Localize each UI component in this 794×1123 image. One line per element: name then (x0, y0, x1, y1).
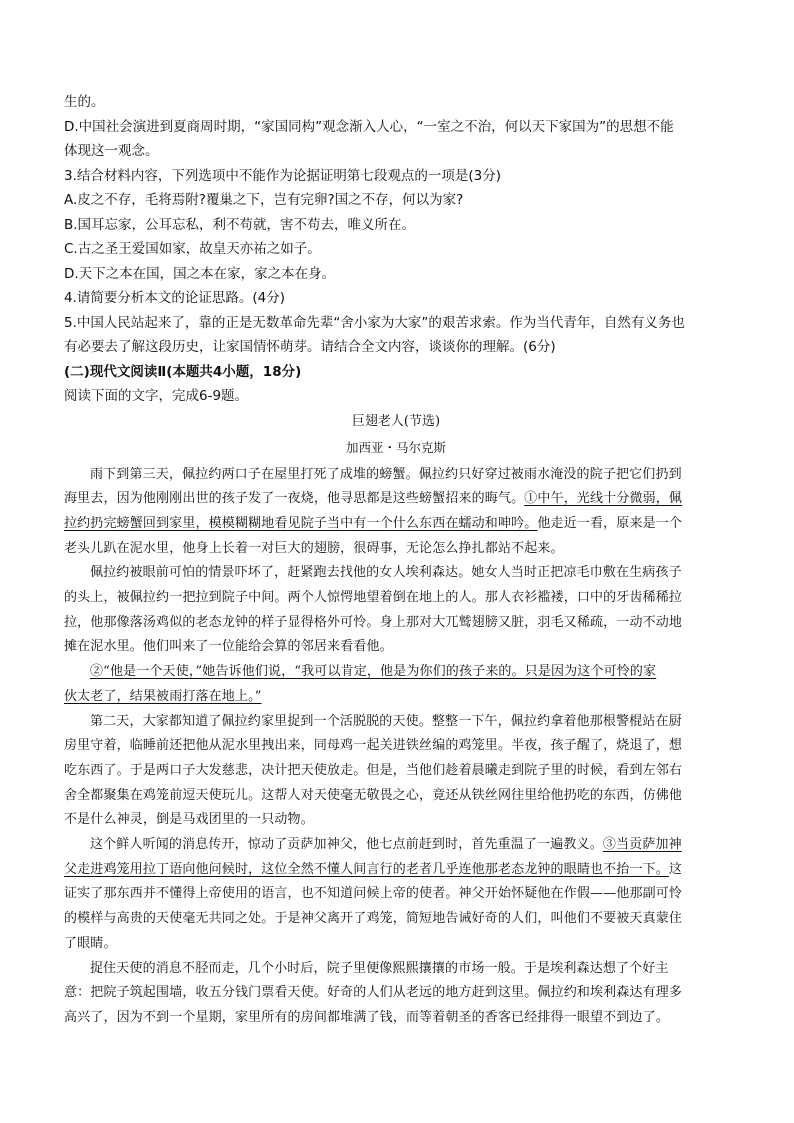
story-line (64, 512, 728, 537)
story-paragraph-1 (64, 463, 728, 562)
story-line: 房里守着，临睡前还把他从泥水里拽出来，同母鸡一起关进铁丝编的鸡笼里。半夜，孩子醒了，烧退了，想 (64, 738, 683, 754)
option-a: A.皮之不存，毛将焉附?覆巢之下，岂有完卵?国之不存，何以为家? (64, 192, 464, 208)
story-paragraph-2 (64, 561, 728, 660)
story-line: 了眼睛。 (64, 935, 117, 951)
underlined-sentence-1-cont: 拉约扔完螃蟹回到家里，模模糊糊地看见院子当中有一个什么东西在蠕动和呻吟。 (64, 515, 538, 531)
story-paragraph-3 (64, 660, 728, 709)
story-line: 老头儿趴在泥水里，他身上长着一对巨大的翅膀，很碍事，无论怎么挣扎都站不起来。 (64, 540, 564, 556)
text-line: 生的。 (64, 94, 105, 110)
story-line: 不是什么神灵，倒是马戏团里的一只动物。 (64, 812, 314, 828)
story-title: 巨翅老人(节选) (351, 413, 441, 429)
text-line: 体现这一观念。 (64, 143, 159, 159)
story-line: 的模样与高贵的天使毫无共同之处。于是神父离开了鸡笼，简短地告诫好奇的人们，叫他们不要被天真蒙住 (64, 911, 683, 927)
story-line: 意：把院子筑起围墙，收五分钱门票看天使。好奇的人们从老远的地方赶到这里。佩拉约和埃利森达有理多 (64, 985, 683, 1001)
story-line (64, 487, 728, 512)
option-d-line: D.中国社会演进到夏商周时期，“家国同构”观念渐入人心，“一室之不治，何以天下家国为”的思想不能 (64, 118, 674, 135)
option-d: D.天下之本在国，国之本在家，家之本在身。 (64, 265, 336, 282)
question-3: 3.结合材料内容，下列选项中不能作为论据证明第七段观点的一项是(3分) (64, 167, 502, 184)
story-line (64, 858, 728, 883)
story-line: 捉住天使的消息不胫而走，几个小时后，院子里便像熙熙攘攘的市场一般。于是埃利森达想了个好主 (90, 960, 669, 976)
story-paragraph-5 (64, 833, 728, 957)
underlined-sentence-3: ③当贡萨加神 (602, 837, 682, 853)
section1-questions (64, 90, 728, 360)
text-span: 他走近一看，原来是一个 (537, 515, 683, 531)
story-line: 吃东西了。于是两口子大发慈悲，决计把天使放走。但是，当他们趁着晨曦走到院子里的时候，看到左邻右 (64, 762, 683, 778)
underlined-sentence-2: ②“他是一个天使，”她告诉他们说，“我可以肯定，他是为你们的孩子来的。只是因为这个可怜的家 (90, 664, 657, 680)
story-line: 的头上，被佩拉约一把拉到院子中间。两个人惊愕地望着倒在地上的人。那人衣衫褴褛，口中的牙齿稀稀拉 (64, 590, 683, 606)
option-b: B.国耳忘家，公耳忘私，利不苟就，害不苟去，唯义所在。 (64, 216, 416, 233)
story-line (64, 833, 728, 858)
exam-page (64, 90, 728, 1031)
text-span: 海里去，因为他刚刚出世的孩子发了一夜烧，他寻思都是这些螃蟹招来的晦气。 (64, 491, 525, 507)
question-5-cont: 有必要去了解这段历史，让家国情怀萌芽。请结合全文内容，谈谈你的理解。(6分) (64, 339, 556, 355)
underlined-sentence-2-cont: 伙太老了，结果被雨打落在地上。” (64, 688, 262, 704)
underlined-sentence-1: ①中午，光线十分微弱，佩 (524, 491, 683, 507)
story-paragraph-6 (64, 957, 728, 1031)
story-line: 佩拉约被眼前可怕的情景吓坏了，赶紧跑去找他的女人埃利森达。她女人当时正把凉毛巾敷在生病孩子 (90, 565, 682, 581)
underlined-sentence-3-cont: 父走进鸡笼用拉丁语向他问候时，这位全然不懂人间言行的老者几乎连他那老态龙钟的眼睛也不抬一下。 (64, 861, 669, 877)
story-line: 摊在泥水里。他们叫来了一位能给会算的邻居来看看他。 (64, 639, 393, 655)
story-line (64, 685, 728, 710)
story-line (64, 660, 728, 685)
text-span: 这个鲜人听闻的消息传开，惊动了贡萨加神父，他七点前赶到时，首先重温了一遍教义。 (90, 837, 603, 853)
story-line: 雨下到第三天，佩拉约两口子在屋里打死了成堆的螃蟹。佩拉约只好穿过被雨水淹没的院子把它们扔到 (90, 466, 682, 482)
story-paragraph-4 (64, 710, 728, 834)
story-line: 证实了那东西并不懂得上帝使用的语言，也不知道问候上帝的使者。神父开始怀疑他在作假——他那副可怜 (64, 886, 683, 902)
instruction: 阅读下面的文字，完成6-9题。 (64, 388, 249, 404)
text-span: 这 (668, 861, 683, 877)
option-c: C.古之圣王爱国如家，故皇天亦祐之如子。 (64, 241, 321, 257)
story-author: 加西亚・马尔克斯 (345, 439, 446, 455)
section-heading: (二)现代文阅读Ⅱ(本题共4小题，18分) (64, 363, 302, 380)
question-4: 4.请简要分析本文的论证思路。(4分) (64, 290, 286, 306)
story-line: 拉，他那像落汤鸡似的老态龙钟的样子显得格外可怜。身上那对大兀鹫翅膀又脏，羽毛又稀疏，一动不动地 (64, 614, 683, 630)
story-line: 舍全都聚集在鸡笼前逗天使玩儿。这帮人对天使毫无敬畏之心，竟还从铁丝网往里给他扔吃的东西，仿佛他 (64, 787, 683, 803)
story-line: 高兴了，因为不到一个星期，家里所有的房间都堆满了钱，而等着朝圣的香客已经排得一眼望不到边了。 (64, 1009, 669, 1025)
question-5: 5.中国人民站起来了，靠的正是无数革命先辈“舍小家为大家”的艰苦求索。作为当代青年，自然有义务也 (64, 314, 685, 331)
story-line: 第二天，大家都知道了佩拉约家里捉到一个活脱脱的天使。整整一下午，佩拉约拿着他那根警棍站在厨 (90, 713, 682, 729)
